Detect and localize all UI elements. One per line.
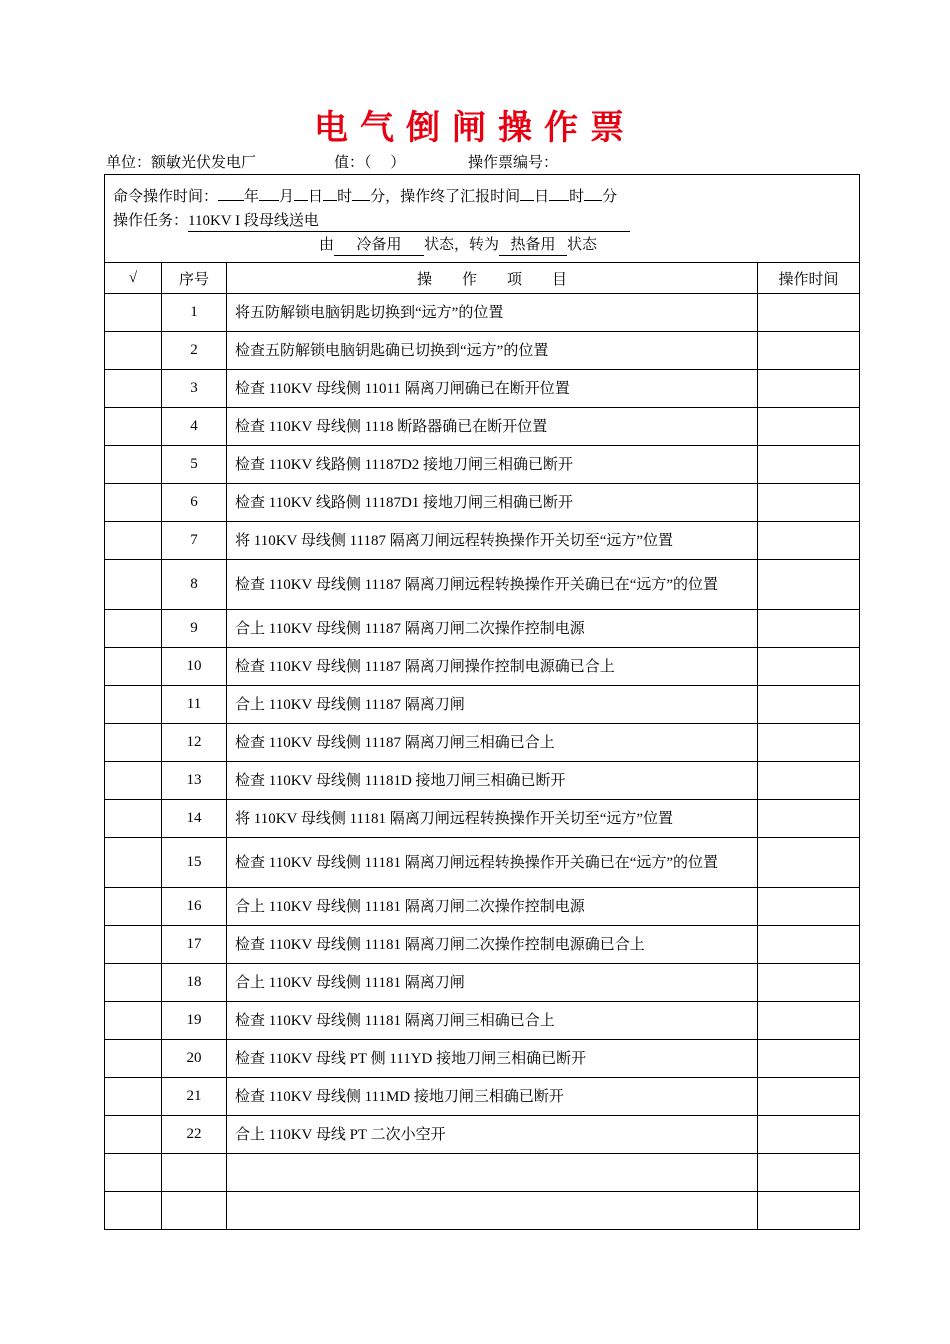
time-cell[interactable] (758, 1116, 860, 1154)
check-cell[interactable] (105, 294, 162, 332)
check-cell[interactable] (105, 800, 162, 838)
table-row (105, 370, 860, 408)
time-cell[interactable] (758, 1154, 860, 1192)
check-cell[interactable] (105, 408, 162, 446)
hour-blank[interactable] (323, 181, 337, 201)
time-cell[interactable] (758, 610, 860, 648)
item-cell: 检查 110KV 母线侧 11181 隔离刀闸三相确已合上 (227, 1002, 758, 1040)
time-cell[interactable] (758, 1192, 860, 1230)
table-row (105, 800, 860, 838)
item-cell (227, 1154, 758, 1192)
check-cell[interactable] (105, 610, 162, 648)
time-cell[interactable] (758, 1078, 860, 1116)
seq-cell: 18 (162, 964, 227, 1002)
table-row (105, 964, 860, 1002)
item-cell: 检查 110KV 母线侧 11181 隔离刀闸远程转换操作开关确已在“远方”的位置 (227, 838, 758, 888)
seq-cell: 16 (162, 888, 227, 926)
check-cell[interactable] (105, 838, 162, 888)
seq-cell: 8 (162, 560, 227, 610)
seq-cell: 14 (162, 800, 227, 838)
column-header-row (105, 263, 860, 294)
seq-cell: 19 (162, 1002, 227, 1040)
time-cell[interactable] (758, 446, 860, 484)
col-time-header: 操作时间 (758, 263, 860, 294)
check-cell[interactable] (105, 484, 162, 522)
seq-cell: 17 (162, 926, 227, 964)
seq-cell: 13 (162, 762, 227, 800)
table-row (105, 446, 860, 484)
time-cell[interactable] (758, 800, 860, 838)
time-cell[interactable] (758, 408, 860, 446)
item-cell: 检查 110KV 线路侧 11187D2 接地刀闸三相确已断开 (227, 446, 758, 484)
item-cell: 合上 110KV 母线侧 11187 隔离刀闸 (227, 686, 758, 724)
table-row (105, 1192, 860, 1230)
item-cell: 检查 110KV 线路侧 11187D1 接地刀闸三相确已断开 (227, 484, 758, 522)
check-cell[interactable] (105, 1192, 162, 1230)
state-to-value: 热备用 (499, 236, 567, 256)
table-row (105, 686, 860, 724)
item-cell: 检查 110KV 母线侧 11181D 接地刀闸三相确已断开 (227, 762, 758, 800)
table-row (105, 610, 860, 648)
month-blank[interactable] (259, 181, 279, 201)
time-cell[interactable] (758, 1040, 860, 1078)
table-row (105, 560, 860, 610)
time-cell[interactable] (758, 294, 860, 332)
time-cell[interactable] (758, 762, 860, 800)
seq-cell: 10 (162, 648, 227, 686)
check-cell[interactable] (105, 332, 162, 370)
table-row (105, 648, 860, 686)
unit-label: 单位：额敏光伏发电厂 (106, 155, 257, 171)
table-row (105, 762, 860, 800)
item-cell: 检查五防解锁电脑钥匙确已切换到“远方”的位置 (227, 332, 758, 370)
col-check-header: √ (105, 263, 162, 294)
table-row (105, 408, 860, 446)
item-cell: 将 110KV 母线侧 11181 隔离刀闸远程转换操作开关切至“远方”位置 (227, 800, 758, 838)
report-day-blank[interactable] (520, 181, 534, 201)
report-hour-blank[interactable] (549, 181, 569, 201)
day-blank[interactable] (294, 181, 308, 201)
ticket-number-label: 操作票编号： (468, 155, 559, 171)
seq-cell: 12 (162, 724, 227, 762)
col-item-header: 操 作 项 目 (227, 263, 758, 294)
item-cell: 检查 110KV 母线侧 111MD 接地刀闸三相确已断开 (227, 1078, 758, 1116)
table-row (105, 888, 860, 926)
seq-cell: 22 (162, 1116, 227, 1154)
time-cell[interactable] (758, 332, 860, 370)
table-row (105, 484, 860, 522)
check-cell[interactable] (105, 560, 162, 610)
item-cell: 检查 110KV 母线侧 11187 隔离刀闸三相确已合上 (227, 724, 758, 762)
table-row (105, 926, 860, 964)
table-row (105, 294, 860, 332)
table-row (105, 1154, 860, 1192)
item-cell: 将五防解锁电脑钥匙切换到“远方”的位置 (227, 294, 758, 332)
command-time-line: 命令操作时间： 年 月 日 时 分，操作终了汇报时间 日 时 分 (113, 181, 851, 209)
time-cell[interactable] (758, 370, 860, 408)
check-cell[interactable] (105, 446, 162, 484)
check-cell[interactable] (105, 370, 162, 408)
table-row (105, 1002, 860, 1040)
item-cell: 检查 110KV 母线侧 11187 隔离刀闸操作控制电源确已合上 (227, 648, 758, 686)
time-cell[interactable] (758, 560, 860, 610)
seq-cell (162, 1154, 227, 1192)
report-minute-blank[interactable] (584, 181, 602, 201)
check-cell[interactable] (105, 1040, 162, 1078)
table-row (105, 1078, 860, 1116)
task-value: 110KV I 段母线送电 (188, 212, 630, 232)
seq-cell: 6 (162, 484, 227, 522)
duty-label: 值：（ ） (334, 155, 406, 171)
item-cell: 合上 110KV 母线 PT 二次小空开 (227, 1116, 758, 1154)
check-cell[interactable] (105, 964, 162, 1002)
seq-cell: 5 (162, 446, 227, 484)
seq-cell: 15 (162, 838, 227, 888)
item-cell: 合上 110KV 母线侧 11187 隔离刀闸二次操作控制电源 (227, 610, 758, 648)
item-cell: 检查 110KV 母线侧 11181 隔离刀闸二次操作控制电源确已合上 (227, 926, 758, 964)
time-cell[interactable] (758, 838, 860, 888)
header-block (105, 175, 860, 263)
time-cell[interactable] (758, 1002, 860, 1040)
seq-cell: 20 (162, 1040, 227, 1078)
time-cell[interactable] (758, 888, 860, 926)
table-row (105, 724, 860, 762)
state-line: 由 冷备用 状态，转为 热备用 状态 (113, 233, 851, 257)
time-cell[interactable] (758, 648, 860, 686)
col-seq-header: 序号 (162, 263, 227, 294)
time-cell[interactable] (758, 964, 860, 1002)
seq-cell (162, 1192, 227, 1230)
check-cell[interactable] (105, 686, 162, 724)
check-cell[interactable] (105, 648, 162, 686)
item-cell: 检查 110KV 母线侧 1118 断路器确已在断开位置 (227, 408, 758, 446)
time-cell[interactable] (758, 484, 860, 522)
check-cell[interactable] (105, 1002, 162, 1040)
check-cell[interactable] (105, 888, 162, 926)
operation-rows (105, 294, 860, 1230)
item-cell: 合上 110KV 母线侧 11181 隔离刀闸 (227, 964, 758, 1002)
seq-cell: 9 (162, 610, 227, 648)
item-cell: 合上 110KV 母线侧 11181 隔离刀闸二次操作控制电源 (227, 888, 758, 926)
time-cell[interactable] (758, 522, 860, 560)
table-row (105, 522, 860, 560)
document-title: 电气倒闸操作票 (314, 110, 636, 147)
minute-blank[interactable] (352, 181, 370, 201)
check-cell[interactable] (105, 762, 162, 800)
table-row (105, 332, 860, 370)
seq-cell: 21 (162, 1078, 227, 1116)
task-line (113, 209, 851, 233)
check-cell[interactable] (105, 522, 162, 560)
info-line (106, 151, 866, 173)
check-cell[interactable] (105, 926, 162, 964)
operation-table (104, 174, 860, 1230)
table-row (105, 838, 860, 888)
seq-cell: 11 (162, 686, 227, 724)
seq-cell: 2 (162, 332, 227, 370)
check-cell[interactable] (105, 1154, 162, 1192)
item-cell: 将 110KV 母线侧 11187 隔离刀闸远程转换操作开关切至“远方”位置 (227, 522, 758, 560)
seq-cell: 3 (162, 370, 227, 408)
item-cell: 检查 110KV 母线侧 11187 隔离刀闸远程转换操作开关确已在“远方”的位置 (227, 560, 758, 610)
check-cell[interactable] (105, 724, 162, 762)
task-label: 操作任务： (113, 213, 189, 229)
state-from-value: 冷备用 (334, 236, 424, 256)
seq-cell: 1 (162, 294, 227, 332)
check-cell[interactable] (105, 1116, 162, 1154)
seq-cell: 7 (162, 522, 227, 560)
table-row (105, 1040, 860, 1078)
table-row (105, 1116, 860, 1154)
year-blank[interactable] (218, 181, 244, 201)
time-cell[interactable] (758, 926, 860, 964)
item-cell: 检查 110KV 母线侧 11011 隔离刀闸确已在断开位置 (227, 370, 758, 408)
time-cell[interactable] (758, 724, 860, 762)
check-cell[interactable] (105, 1078, 162, 1116)
seq-cell: 4 (162, 408, 227, 446)
item-cell (227, 1192, 758, 1230)
time-cell[interactable] (758, 686, 860, 724)
item-cell: 检查 110KV 母线 PT 侧 111YD 接地刀闸三相确已断开 (227, 1040, 758, 1078)
